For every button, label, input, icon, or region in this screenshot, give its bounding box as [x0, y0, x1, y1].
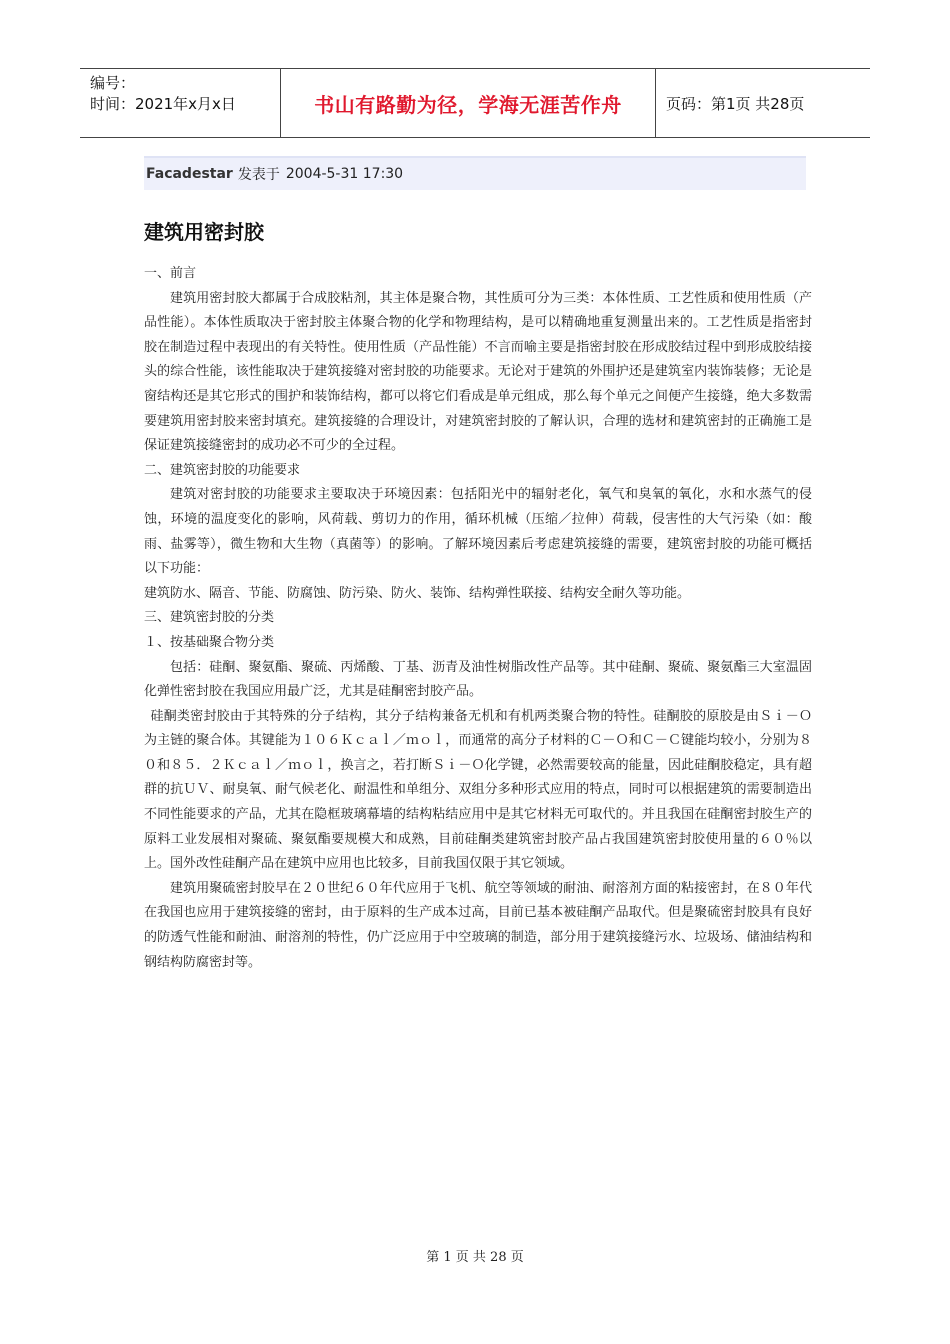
post-author[interactable]: Facadestar	[146, 166, 233, 182]
page-footer: 第 1 页 共 28 页	[426, 1250, 524, 1265]
paragraph: 建筑对密封胶的功能要求主要取决于环境因素：包括阳光中的辐射老化，氧气和臭氧的氧化，水和水蒸气的侵蚀，环境的温度变化的影响，风荷载、剪切力的作用，循环机械（压缩／拉伸）荷载，侵害性的大气污染（如：酸雨、盐雾等），微生物和大生物（真菌等）的影响。了解环境因素后考虑建筑接缝的需要，建筑密封胶的功能可概括以下功能：	[144, 487, 812, 577]
document-number-label: 编号：	[90, 74, 136, 92]
header-meta	[80, 69, 280, 137]
header-motto: 书山有路勤为径，学海无涯苦作舟	[280, 69, 656, 137]
posted-at-label: 发表于	[237, 167, 280, 183]
paragraph: 建筑防水、隔音、节能、防腐蚀、防污染、防火、装饰、结构弹性联接、结构安全耐久等功能。	[144, 585, 691, 601]
post-date: 2004-5-31 17:30	[285, 166, 404, 182]
paragraph: 建筑用密封胶大都属于合成胶粘剂，其主体是聚合物，其性质可分为三类：本体性质、工艺性质和使用性质（产品性能）。本体性质取决于密封胶主体聚合物的化学和物理结构，是可以精确地重复测量出来的。工艺性质是指密封胶在制造过程中表现出的有关特性。使用性质（产品性能）不言而喻主要是指密封胶在形成胶结过程中到形成胶结接头的综合性能，该性能取决于建筑接缝对密封胶的功能要求。无论对于建筑的外围护还是建筑室内装饰装修；无论是窗结构还是其它形式的围护和装饰结构，都可以将它们看成是单元组成，那么每个单元之间便产生接缝，绝大多数需要建筑用密封胶来密封填充。建筑接缝的合理设计，对建筑密封胶的了解认识，合理的选材和建筑密封的正确施工是保证建筑接缝密封的成功必不可少的全过程。	[144, 290, 812, 454]
article-body	[144, 262, 812, 975]
page-header	[80, 68, 870, 138]
section-heading: 三、建筑密封胶的分类	[144, 610, 275, 626]
section-heading: 二、建筑密封胶的功能要求	[144, 462, 301, 478]
paragraph: 硅酮类密封胶由于其特殊的分子结构，其分子结构兼备无机和有机两类聚合物的特性。硅酮胶的原胶是由Ｓｉ－Ｏ为主链的聚合体。其键能为１０６Ｋｃａｌ／ｍｏｌ，而通常的高分子材料的Ｃ－Ｏ和Ｃ－Ｃ键能均较小，分别为８０和８５．２Ｋｃａｌ／ｍｏｌ，换言之，若打断Ｓｉ－Ｏ化学键，必然需要较高的能量，因此硅酮胶稳定，具有超群的抗ＵＶ、耐臭氧、耐气候老化、耐温性和单组分、双组分多种形式应用的特点，同时可以根据建筑的需要制造出不同性能要求的产品，尤其在隐框玻璃幕墙的结构粘结应用中是其它材料无可取代的。并且我国在硅酮密封胶生产的原料工业发展相对聚硫、聚氨酯要规模大和成熟，目前硅酮类建筑密封胶产品占我国建筑密封胶使用量的６０％以上。国外改性硅酮产品在建筑中应用也比较多，目前我国仅限于其它领域。	[144, 708, 812, 872]
subsection-heading: １、按基础聚合物分类	[144, 634, 275, 650]
paragraph: 建筑用聚硫密封胶早在２０世纪６０年代应用于飞机、航空等领域的耐油、耐溶剂方面的粘接密封，在８０年代在我国也应用于建筑接缝的密封，由于原料的生产成本过高，目前已基本被硅酮产品取代。但是聚硫密封胶具有良好的防透气性能和耐油、耐溶剂的特性，仍广泛应用于中空玻璃的制造，部分用于建筑接缝污水、垃圾场、储油结构和钢结构防腐密封等。	[144, 880, 812, 970]
section-heading: 一、前言	[144, 266, 197, 281]
paragraph: 包括：硅酮、聚氨酯、聚硫、丙烯酸、丁基、沥青及油性树脂改性产品等。其中硅酮、聚硫、聚氨酯三大室温固化弹性密封胶在我国应用最广泛，尤其是硅酮密封胶产品。	[144, 659, 812, 700]
article-title: 建筑用密封胶	[144, 220, 264, 244]
post-info-bar	[144, 156, 806, 190]
document-time: 时间：2021年x月x日	[90, 95, 236, 113]
header-page-info: 页码：第1页 共28页	[666, 94, 805, 113]
